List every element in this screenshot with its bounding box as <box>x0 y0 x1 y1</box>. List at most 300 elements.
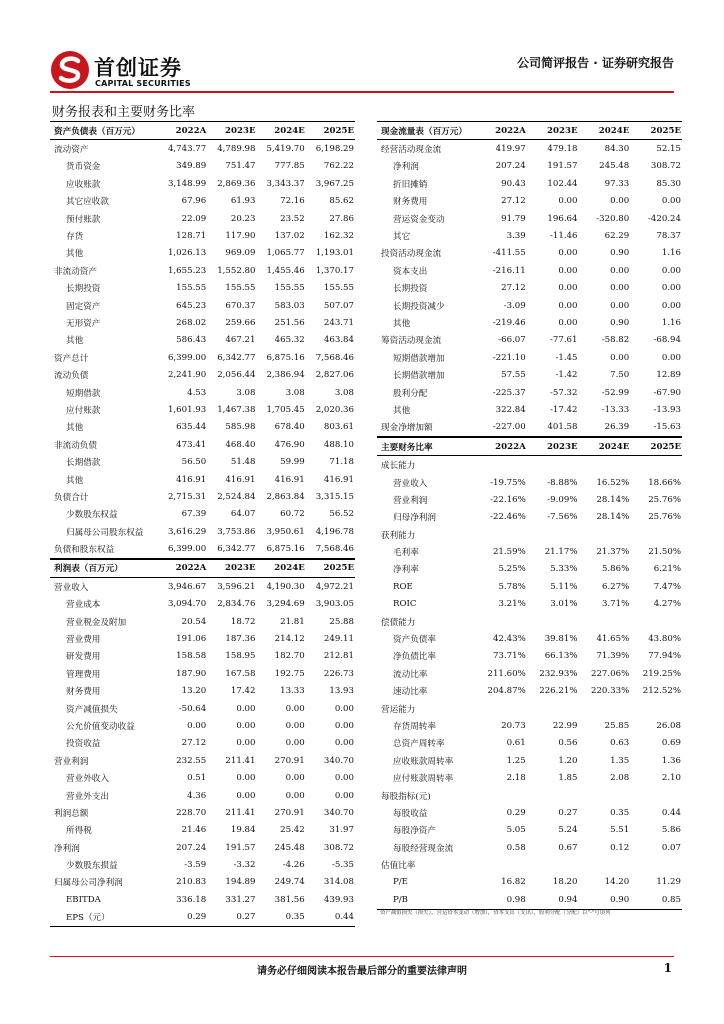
value-cell: 2.18 <box>506 773 526 784</box>
table-row <box>50 856 355 873</box>
row-label: 归属母公司净利润 <box>54 878 123 889</box>
value-cell: 465.32 <box>274 335 305 346</box>
row-label: 归属母公司股东权益 <box>66 527 144 538</box>
value-cell: 0.61 <box>506 738 526 749</box>
value-cell: 3,903.05 <box>315 599 354 610</box>
value-cell: 585.98 <box>225 422 256 433</box>
value-cell: 2,241.90 <box>167 370 207 381</box>
row-label: 应收账款 <box>66 179 101 190</box>
value-cell: 0.90 <box>579 891 631 909</box>
table-footnote: 资产减值损失（损失），营运资本变动（增加），资本支出（支出），股利分配（分配）以"-"号填列 <box>380 910 611 916</box>
row-label: 非流动资产 <box>54 266 97 277</box>
table-row <box>50 349 355 366</box>
year-header-cell: 2024E <box>579 122 631 140</box>
value-cell: 43.80% <box>648 634 681 645</box>
row-label: 固定资产 <box>66 301 101 312</box>
value-cell: -22.16% <box>490 494 526 505</box>
value-cell: 26.08 <box>656 720 681 731</box>
value-cell: 0.00 <box>661 352 681 363</box>
row-label: 其他 <box>66 249 84 260</box>
value-cell: 3.21% <box>498 599 526 610</box>
value-cell: 6,399.00 <box>167 352 207 363</box>
row-label: 净负债比率 <box>393 652 436 663</box>
row-label: 折旧摊销 <box>393 179 428 190</box>
value-cell <box>475 700 527 717</box>
row-label: 营运资金变动 <box>393 214 445 225</box>
row-label: 成长能力 <box>381 461 416 472</box>
table-row <box>50 297 355 314</box>
table-row <box>50 366 355 383</box>
row-label: 归母净利润 <box>393 513 436 524</box>
value-cell: 155.55 <box>274 283 305 294</box>
value-cell: 0.00 <box>558 317 578 328</box>
value-cell: 0.27 <box>207 909 256 927</box>
year-header-cell: 2024E <box>257 559 306 577</box>
value-cell: 1,601.93 <box>167 404 207 415</box>
row-label: ROIC <box>393 599 417 610</box>
value-cell: -411.55 <box>492 248 526 259</box>
value-cell: 0.69 <box>661 738 681 749</box>
value-cell: 212.81 <box>323 651 354 662</box>
value-cell: 416.91 <box>274 474 305 485</box>
value-cell: 21.50% <box>648 547 681 558</box>
value-cell: 245.48 <box>274 842 305 853</box>
value-cell: 0.00 <box>285 703 305 714</box>
value-cell: 72.16 <box>280 196 305 207</box>
value-cell: 3,967.25 <box>315 178 354 189</box>
year-header-cell: 2025E <box>630 122 682 140</box>
value-cell: 1.16 <box>661 248 681 259</box>
value-cell: 1,193.01 <box>315 248 354 259</box>
year-header-cell: 2025E <box>306 559 355 577</box>
table-row <box>50 735 355 752</box>
value-cell: 0.00 <box>661 196 681 207</box>
year-header-cell: 2024E <box>257 122 306 140</box>
value-cell: 12.89 <box>656 370 681 381</box>
table-row <box>377 175 682 192</box>
value-cell: 13.20 <box>181 686 207 697</box>
value-cell: 777.85 <box>274 161 305 172</box>
value-cell <box>475 526 527 543</box>
value-cell: 1,455.46 <box>266 265 305 276</box>
row-label: 财务费用 <box>66 687 101 698</box>
value-cell: 39.81% <box>544 634 578 645</box>
value-cell: 71.18 <box>329 457 354 468</box>
value-cell: 211.41 <box>225 807 256 818</box>
table-row <box>50 891 355 908</box>
table-row <box>377 314 682 331</box>
value-cell: 66.13% <box>544 651 578 662</box>
value-cell: 0.00 <box>334 738 354 749</box>
value-cell: 219.25% <box>642 668 681 679</box>
value-cell: 0.00 <box>236 773 256 784</box>
value-cell: 61.93 <box>230 196 256 207</box>
table-row <box>377 839 682 856</box>
table-row <box>377 193 682 210</box>
value-cell: 84.30 <box>604 144 630 155</box>
legal-disclaimer: 请务必仔细阅读本报告最后部分的重要法律声明 <box>257 966 467 977</box>
value-cell <box>630 613 682 630</box>
value-cell: 64.07 <box>230 509 256 520</box>
value-cell: 7,568.46 <box>315 352 354 363</box>
value-cell <box>579 526 631 543</box>
value-cell: -320.80 <box>596 213 630 224</box>
value-cell: 6,342.77 <box>207 540 256 558</box>
value-cell: 381.56 <box>274 894 305 905</box>
value-cell: 488.10 <box>323 439 354 450</box>
value-cell: 228.70 <box>176 807 207 818</box>
value-cell: 187.36 <box>225 634 256 645</box>
value-cell: 226.21% <box>539 686 578 697</box>
value-cell <box>630 700 682 717</box>
value-cell: 25.42 <box>280 825 305 836</box>
row-label: 长期投资 <box>66 284 101 295</box>
value-cell: -225.37 <box>492 387 526 398</box>
value-cell: 0.29 <box>506 807 526 818</box>
value-cell: 4.53 <box>187 387 207 398</box>
value-cell: -52.99 <box>601 387 630 398</box>
section-title: 财务报表和主要财务比率 <box>52 105 196 120</box>
table-row <box>50 717 355 734</box>
value-cell: 0.90 <box>610 248 630 259</box>
value-cell: 270.91 <box>274 807 305 818</box>
value-cell: 243.71 <box>323 317 354 328</box>
value-cell: 0.00 <box>610 196 630 207</box>
value-cell: 207.24 <box>495 161 526 172</box>
table-row <box>377 543 682 560</box>
logo-chinese-name: 首创证券 <box>94 56 182 80</box>
value-cell: 6,198.29 <box>315 144 354 155</box>
row-label: 经营活动现金流 <box>381 145 442 156</box>
header-divider <box>50 91 674 93</box>
value-cell: 211.41 <box>225 755 256 766</box>
value-cell: -219.46 <box>492 317 526 328</box>
value-cell: 467.21 <box>225 335 256 346</box>
row-label: 预付账款 <box>66 214 101 225</box>
value-cell: 751.47 <box>225 161 256 172</box>
value-cell: 803.61 <box>323 422 354 433</box>
value-cell: 11.29 <box>656 877 681 888</box>
value-cell: 0.00 <box>558 300 578 311</box>
table-row <box>377 491 682 508</box>
row-label: 研发费用 <box>66 652 101 663</box>
value-cell: 1,552.80 <box>217 265 256 276</box>
value-cell <box>475 456 527 474</box>
value-cell: 191.06 <box>176 634 207 645</box>
row-label: 公允价值变动收益 <box>66 721 135 732</box>
row-label: 存货 <box>66 232 84 243</box>
table-row <box>377 509 682 526</box>
row-label: 其它应收款 <box>66 197 109 208</box>
value-cell: -3.59 <box>184 860 207 871</box>
value-cell: 128.71 <box>176 231 207 242</box>
page-header <box>50 50 674 96</box>
value-cell: 3,343.37 <box>266 178 305 189</box>
value-cell: -19.75% <box>490 477 526 488</box>
row-label: 营业费用 <box>66 635 101 646</box>
value-cell: 3,148.99 <box>167 178 207 189</box>
value-cell: -7.56% <box>547 512 578 523</box>
value-cell: 762.22 <box>323 161 354 172</box>
table-row <box>377 210 682 227</box>
cash-flow-table <box>377 121 682 437</box>
value-cell: 583.03 <box>274 300 305 311</box>
row-label: 应付账款 <box>66 405 101 416</box>
value-cell: 476.90 <box>274 439 305 450</box>
table-row <box>377 332 682 349</box>
value-cell: 182.70 <box>274 651 305 662</box>
table-row <box>377 769 682 786</box>
value-cell: 5.11% <box>550 581 578 592</box>
row-label: P/B <box>377 891 475 909</box>
row-label: 估值比率 <box>381 861 416 872</box>
value-cell: 5,419.70 <box>266 144 305 155</box>
value-cell: 0.00 <box>661 300 681 311</box>
value-cell: 308.72 <box>323 842 354 853</box>
value-cell: 62.29 <box>604 231 630 242</box>
value-cell: 0.44 <box>306 909 355 927</box>
value-cell: 0.00 <box>334 773 354 784</box>
row-label: 应收账款周转率 <box>393 756 454 767</box>
value-cell: 2,715.31 <box>167 491 207 502</box>
value-cell <box>527 613 579 630</box>
value-cell <box>579 787 631 804</box>
value-cell: 251.56 <box>274 317 305 328</box>
row-label: 筹资活动现金流 <box>381 336 442 347</box>
value-cell: -221.10 <box>492 352 526 363</box>
value-cell: 0.00 <box>334 790 354 801</box>
value-cell: 194.89 <box>225 877 256 888</box>
table-row <box>377 874 682 891</box>
value-cell: 0.27 <box>558 807 578 818</box>
row-label: 短期借款增加 <box>393 353 445 364</box>
row-label: 流动比率 <box>393 669 428 680</box>
row-label: 负债合计 <box>54 492 89 503</box>
row-label: 其它 <box>393 232 411 243</box>
table-row <box>377 891 682 909</box>
value-cell: 7,568.46 <box>306 540 355 558</box>
table-row <box>50 453 355 470</box>
value-cell: -57.32 <box>549 387 578 398</box>
row-label: 营业利润 <box>54 756 89 767</box>
right-column <box>377 121 682 910</box>
row-label: 其他 <box>66 423 84 434</box>
value-cell: 13.93 <box>329 686 354 697</box>
value-cell: -13.93 <box>653 404 681 415</box>
value-cell: 27.12 <box>501 283 526 294</box>
table-row <box>50 613 355 630</box>
value-cell: 4.27% <box>653 599 681 610</box>
value-cell: 1,655.23 <box>167 265 207 276</box>
value-cell: 57.55 <box>501 370 526 381</box>
table-row <box>377 596 682 613</box>
year-header-cell: 2024E <box>579 438 631 456</box>
value-cell: 0.63 <box>610 738 630 749</box>
value-cell: 5.78% <box>498 581 526 592</box>
value-cell: 7.50 <box>610 370 630 381</box>
value-cell: 2,827.06 <box>315 370 354 381</box>
table-row <box>377 384 682 401</box>
value-cell: 25.76% <box>648 494 681 505</box>
value-cell: 27.12 <box>181 738 207 749</box>
table-row <box>50 227 355 244</box>
row-label: 净利润 <box>54 843 80 854</box>
table-row <box>377 735 682 752</box>
value-cell: 249.11 <box>323 634 354 645</box>
value-cell: 41.65% <box>596 634 630 645</box>
capital-securities-logo-icon <box>50 50 90 90</box>
value-cell: 3.01% <box>550 599 578 610</box>
row-label: 营业收入 <box>393 478 428 489</box>
value-cell: 5.33% <box>550 564 578 575</box>
value-cell: 51.48 <box>230 457 256 468</box>
value-cell: 18.20 <box>552 877 578 888</box>
table-title-cell: 资产负债表（百万元） <box>50 122 158 140</box>
table-row <box>377 561 682 578</box>
value-cell <box>527 700 579 717</box>
value-cell: 3,596.21 <box>217 581 256 592</box>
row-label: 无形资产 <box>66 318 101 329</box>
value-cell: 0.51 <box>187 773 207 784</box>
value-cell: 21.37% <box>596 547 630 558</box>
year-header-cell: 2023E <box>527 122 579 140</box>
value-cell: 473.41 <box>176 439 207 450</box>
value-cell: 3,950.61 <box>266 526 305 537</box>
row-label: 现金净增加额 <box>377 419 475 437</box>
table-row <box>50 804 355 821</box>
value-cell: 1.20 <box>558 755 578 766</box>
value-cell: 419.97 <box>495 144 526 155</box>
table-row <box>50 314 355 331</box>
value-cell: 0.00 <box>285 738 305 749</box>
table-row <box>377 456 682 474</box>
value-cell: 0.00 <box>558 248 578 259</box>
table-row <box>377 822 682 839</box>
table-row <box>50 874 355 891</box>
value-cell: 0.00 <box>610 300 630 311</box>
value-cell <box>630 456 682 474</box>
table-title-cell: 利润表（百万元） <box>50 559 158 577</box>
value-cell: 3.39 <box>506 231 526 242</box>
value-cell: 73.71% <box>492 651 526 662</box>
table-row <box>377 262 682 279</box>
row-label: 财务费用 <box>393 197 428 208</box>
value-cell: 4,789.98 <box>217 144 256 155</box>
table-row <box>50 175 355 192</box>
value-cell: 0.00 <box>285 773 305 784</box>
value-cell: 0.00 <box>558 196 578 207</box>
value-cell: 245.48 <box>599 161 630 172</box>
value-cell: -22.46% <box>490 512 526 523</box>
value-cell: -216.11 <box>492 265 526 276</box>
table-row <box>50 332 355 349</box>
value-cell: 27.86 <box>329 213 354 224</box>
row-label: 投资活动现金流 <box>381 249 442 260</box>
row-label: 投资收益 <box>66 739 101 750</box>
value-cell: 77.94% <box>648 651 681 662</box>
value-cell: 479.18 <box>547 144 578 155</box>
value-cell: 25.85 <box>604 720 630 731</box>
table-row <box>377 630 682 647</box>
value-cell: 969.09 <box>225 248 256 259</box>
value-cell: 0.00 <box>285 720 305 731</box>
table-row <box>50 245 355 262</box>
table-row <box>50 700 355 717</box>
row-label: 存货周转率 <box>393 721 436 732</box>
value-cell: 3,753.86 <box>217 526 256 537</box>
value-cell: 3.08 <box>236 387 256 398</box>
value-cell: 1,026.13 <box>167 248 207 259</box>
row-label: 其他 <box>393 405 411 416</box>
table-row <box>377 349 682 366</box>
value-cell: 22.09 <box>181 213 207 224</box>
value-cell <box>527 856 579 873</box>
row-label: 货币资金 <box>66 162 101 173</box>
value-cell: 463.84 <box>323 335 354 346</box>
table-row <box>377 280 682 297</box>
value-cell: 56.52 <box>329 509 354 520</box>
table-row <box>50 787 355 804</box>
table-row <box>377 683 682 700</box>
table-row <box>50 839 355 856</box>
row-label: 每股收益 <box>393 808 428 819</box>
value-cell: -5.35 <box>331 860 354 871</box>
row-label: 资本支出 <box>393 266 428 277</box>
value-cell: 0.56 <box>558 738 578 749</box>
row-label: 营业外支出 <box>66 791 109 802</box>
table-row <box>50 419 355 436</box>
value-cell: 6.21% <box>653 564 681 575</box>
table-row <box>50 506 355 523</box>
table-row <box>50 471 355 488</box>
value-cell: 67.39 <box>181 509 207 520</box>
value-cell <box>630 856 682 873</box>
table-row <box>50 596 355 613</box>
value-cell: 0.00 <box>236 720 256 731</box>
value-cell: 0.44 <box>661 807 681 818</box>
value-cell: 0.29 <box>158 909 207 927</box>
value-cell: 645.23 <box>176 300 207 311</box>
table-row <box>377 787 682 804</box>
value-cell: 4,972.21 <box>315 581 354 592</box>
value-cell: -58.82 <box>601 335 630 346</box>
row-label: 流动负债 <box>54 371 89 382</box>
footer-divider <box>50 956 674 957</box>
value-cell: -227.00 <box>475 419 527 437</box>
value-cell: 322.84 <box>495 404 526 415</box>
table-row <box>377 856 682 873</box>
value-cell: 678.40 <box>274 422 305 433</box>
value-cell: 0.00 <box>334 720 354 731</box>
value-cell: 340.70 <box>323 755 354 766</box>
value-cell: 167.58 <box>225 668 256 679</box>
value-cell: 416.91 <box>176 474 207 485</box>
value-cell <box>475 613 527 630</box>
value-cell: 5.86% <box>601 564 630 575</box>
value-cell: 137.02 <box>274 231 305 242</box>
value-cell <box>579 613 631 630</box>
value-cell: 3,294.69 <box>266 599 305 610</box>
value-cell: 6,342.77 <box>217 352 256 363</box>
value-cell: 0.00 <box>334 703 354 714</box>
value-cell: 5.51 <box>610 825 630 836</box>
value-cell: -8.88% <box>547 477 578 488</box>
table-row <box>50 578 355 596</box>
value-cell: 214.12 <box>274 634 305 645</box>
value-cell: -67.90 <box>653 387 681 398</box>
value-cell: 85.30 <box>656 178 681 189</box>
value-cell: 21.59% <box>492 547 526 558</box>
